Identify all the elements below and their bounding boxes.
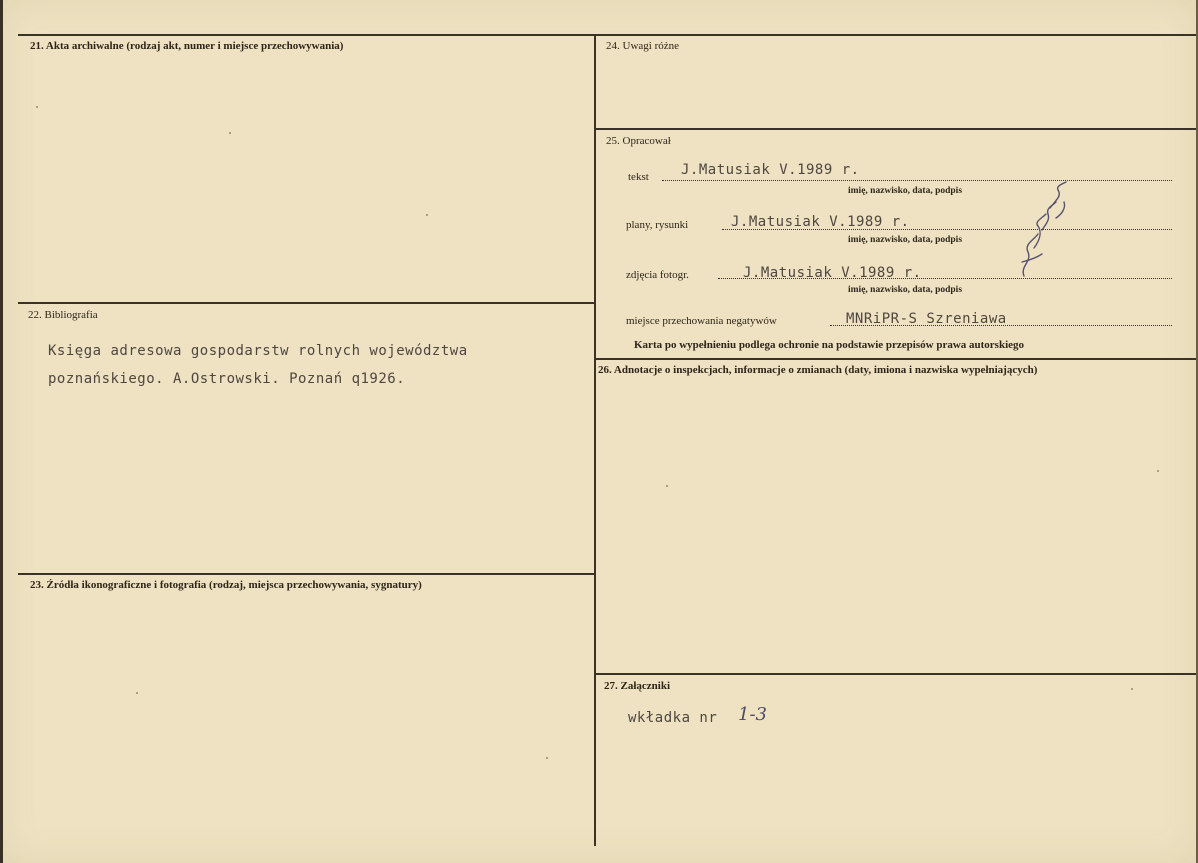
top-rule [18, 34, 1196, 36]
bibliography-line-2: poznańskiego. A.Ostrowski. Poznań q1926. [48, 371, 406, 387]
plany-hint: imię, nazwisko, data, podpis [848, 235, 963, 245]
section-22-title: 22. Bibliografia [28, 309, 98, 321]
paper-speck [1131, 688, 1133, 690]
plany-dotline [722, 229, 1172, 230]
plany-label: plany, rysunki [626, 219, 689, 231]
copyright-note: Karta po wypełnieniu podlega ochronie na podstawie przepisów prawa autorskiego [634, 339, 1025, 351]
section-21-title: 21. Akta archiwalne (rodzaj akt, numer i miejsce przechowywania) [30, 40, 344, 52]
paper-speck [136, 692, 138, 694]
paper-speck [666, 485, 668, 487]
section-24-title: 24. Uwagi różne [606, 40, 680, 52]
paper-speck [36, 106, 38, 108]
attachment-number: 1-3 [738, 704, 767, 725]
tekst-value: J.Matusiak V.1989 r. [681, 162, 860, 178]
card-left-edge [0, 0, 3, 863]
column-divider [594, 34, 596, 846]
negatives-label: miejsce przechowania negatywów [626, 315, 777, 327]
section-25-title: 25. Opracował [606, 135, 671, 147]
tekst-hint: imię, nazwisko, data, podpis [848, 186, 963, 196]
paper-speck [426, 214, 428, 216]
plany-value: J.Matusiak V.1989 r. [731, 214, 910, 230]
rule-25 [596, 128, 1196, 130]
zdjecia-label: zdjęcia fotogr. [626, 269, 689, 281]
attachment-text: wkładka nr [628, 710, 718, 726]
rule-27 [596, 673, 1196, 675]
negatives-dotline [830, 325, 1172, 326]
rule-22 [18, 302, 595, 304]
tekst-dotline [662, 180, 1172, 181]
section-23-title: 23. Źródła ikonograficzne i fotografia (rodzaj, miejsca przechowywania, sygnatury) [30, 579, 422, 591]
zdjecia-value: J.Matusiak V.1989 r. [743, 265, 922, 281]
paper-speck [1157, 470, 1159, 472]
bibliography-line-1: Księga adresowa gospodarstw rolnych województwa [48, 343, 468, 359]
section-27-title: 27. Załączniki [604, 680, 671, 692]
negatives-value: MNRiPR-S Szreniawa [846, 311, 1007, 327]
paper-speck [546, 757, 548, 759]
paper-speck [229, 132, 231, 134]
zdjecia-hint: imię, nazwisko, data, podpis [848, 285, 963, 295]
rule-23 [18, 573, 595, 575]
zdjecia-dotline [718, 278, 1172, 279]
section-26-title: 26. Adnotacje o inspekcjach, informacje o zmianach (daty, imiona i nazwiska wypełniających) [598, 364, 1038, 376]
tekst-label: tekst [628, 171, 649, 183]
rule-26 [596, 358, 1196, 360]
handwritten-signature [1012, 178, 1076, 288]
